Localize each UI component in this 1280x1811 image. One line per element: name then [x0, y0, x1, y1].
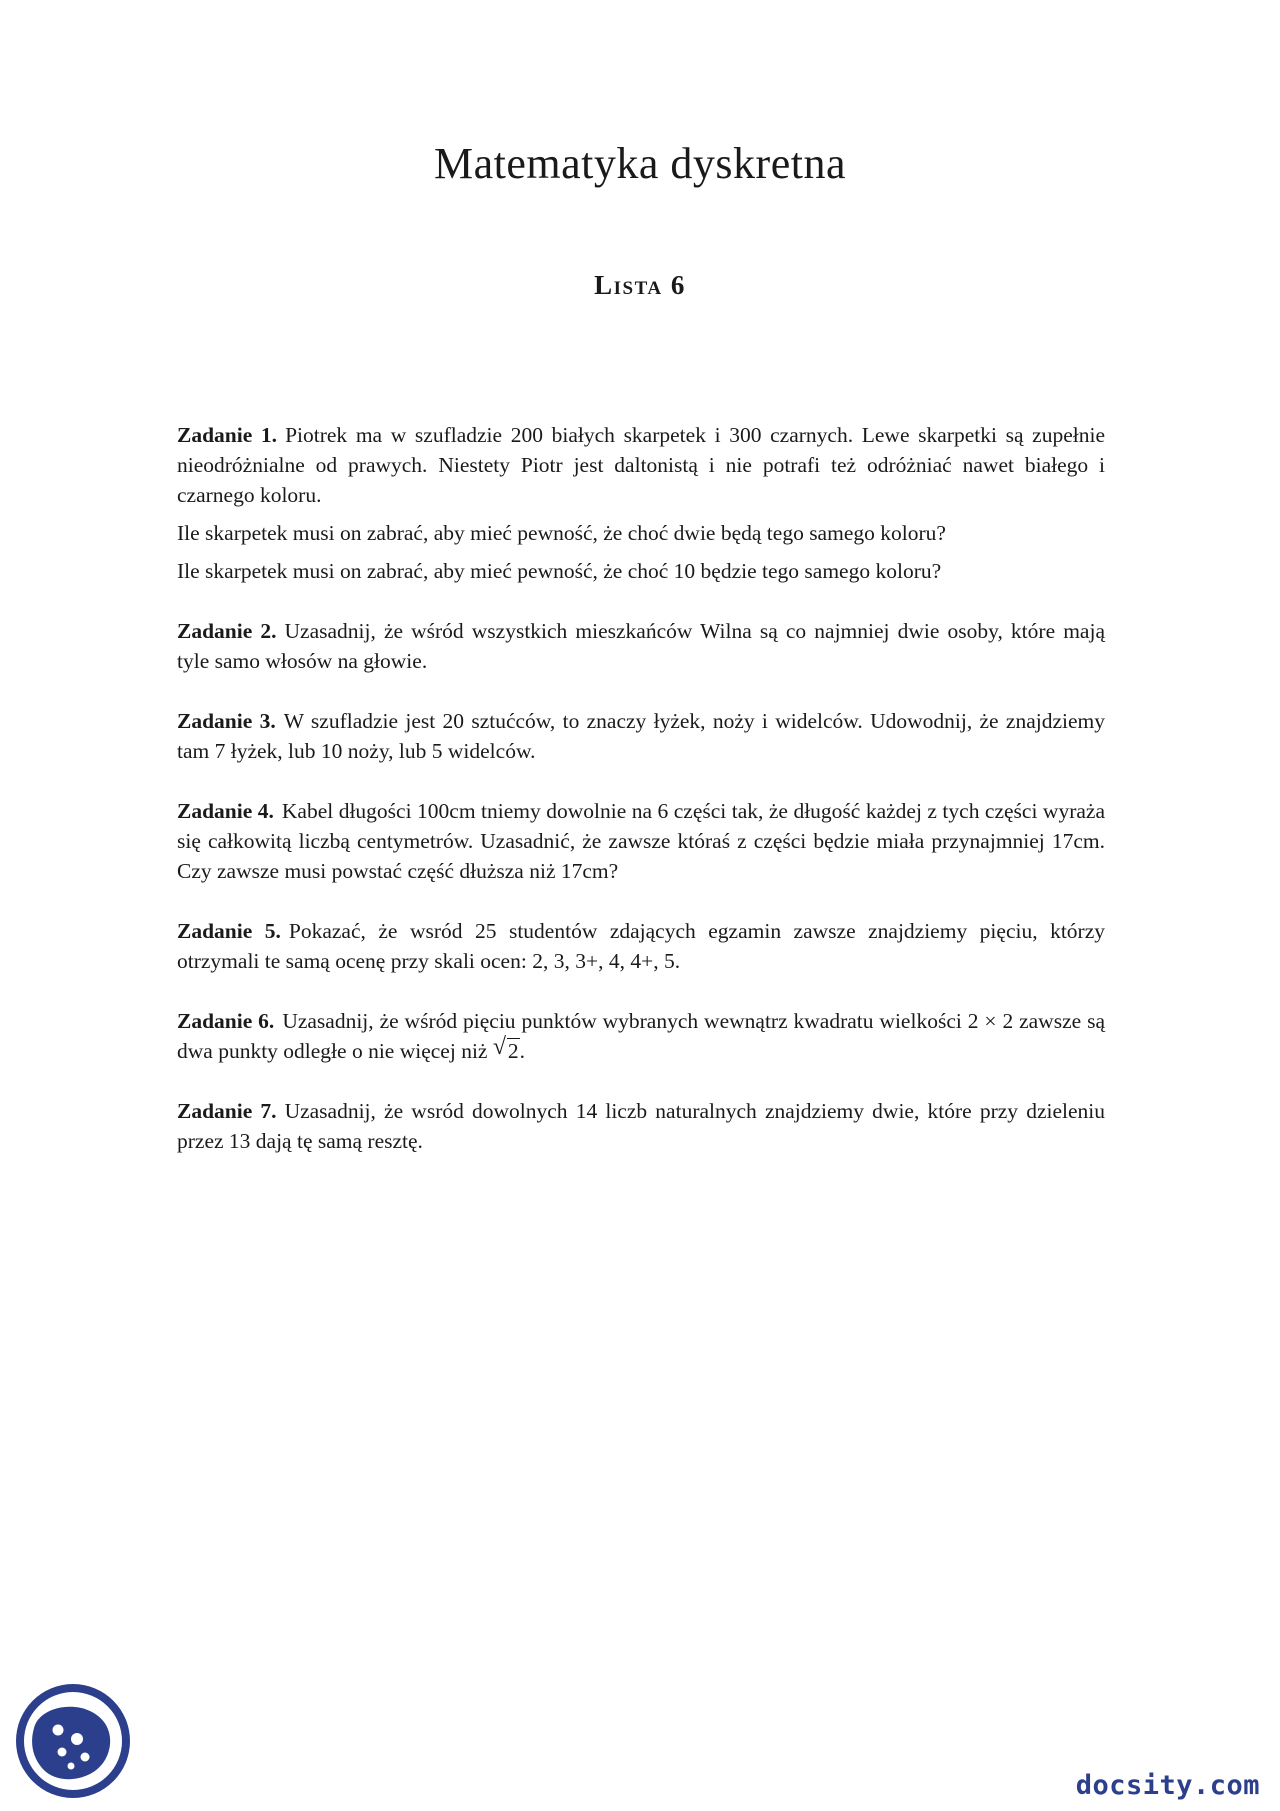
task-label: Zadanie 4. — [177, 799, 274, 823]
docsity-logo-icon — [14, 1682, 132, 1800]
task-text: Pokazać, że wsród 25 studentów zdających egzamin zawsze znajdziemy pięciu, którzy otrzymali te samą ocenę przy skali ocen: 2, 3, 3+, 4, 4+, 5. — [177, 919, 1105, 973]
task-5-paragraph — [177, 916, 1105, 976]
task-text: Piotrek ma w szufladzie 200 białych skarpetek i 300 czarnych. Lewe skarpetki są zupełnie nieodróżnialne od prawych. Niestety Piotr jest daltonistą i nie potrafi też odróżniać nawet białego i czarnego koloru. — [177, 423, 1106, 507]
task-1 — [177, 420, 1105, 586]
task-text: Uzasadnij, że wśród pięciu punktów wybranych wewnątrz kwadratu wielkości 2 × 2 zawsze są dwa punkty odległe o nie więcej niż — [177, 1009, 1105, 1063]
page-title: Matematyka dyskretna — [434, 139, 846, 188]
task-1-paragraph — [177, 420, 1105, 510]
task-label: Zadanie 6. — [177, 1009, 275, 1033]
task-3-paragraph — [177, 706, 1105, 766]
task-1-question-a: Ile skarpetek musi on zabrać, aby mieć pewność, że choć dwie będą tego samego koloru? — [177, 521, 946, 545]
task-text: Kabel długości 100cm tniemy dowolnie na 6 części tak, że długość każdej z tych części wyraża się całkowitą liczbą centymetrów. Uzasadnić, że zawsze któraś z części będzie miała przynajmniej 17cm. Czy zawsze musi powstać część dłuższa niż 17cm? — [177, 799, 1105, 883]
docsity-brand-link[interactable]: docsity.com — [1075, 1770, 1260, 1801]
task-label: Zadanie 1. — [177, 423, 278, 447]
task-label: Zadanie 5. — [177, 919, 281, 943]
task-7-paragraph — [177, 1096, 1105, 1156]
task-4-paragraph — [177, 796, 1105, 886]
page-subtitle: Lista 6 — [594, 270, 686, 300]
task-text: Uzasadnij, że wsród dowolnych 14 liczb naturalnych znajdziemy dwie, które przy dzieleniu przez 13 dają tę samą resztę. — [177, 1099, 1105, 1153]
sqrt-sign: √ — [492, 1034, 507, 1060]
task-text: Uzasadnij, że wśród wszystkich mieszkańców Wilna są co najmniej dwie osoby, które mają tyle samo włosów na głowie. — [177, 619, 1105, 673]
task-7 — [177, 1096, 1105, 1156]
square-root — [493, 1036, 520, 1066]
task-label: Zadanie 2. — [177, 619, 277, 643]
task-list — [177, 420, 1105, 1186]
task-3 — [177, 706, 1105, 766]
task-text: W szufladzie jest 20 sztućców, to znaczy łyżek, noży i widelców. Udowodnij, że znajdziemy tam 7 łyżek, lub 10 noży, lub 5 widelców. — [177, 709, 1105, 763]
task-label: Zadanie 3. — [177, 709, 276, 733]
task-6-paragraph — [177, 1006, 1105, 1066]
task-6 — [177, 1006, 1105, 1066]
task-1-question-b: Ile skarpetek musi on zabrać, aby mieć pewność, że choć 10 będzie tego samego koloru? — [177, 559, 942, 583]
logo-dot — [53, 1725, 64, 1736]
logo-dot — [81, 1753, 90, 1762]
task-text-end: . — [519, 1039, 525, 1063]
logo-dot — [68, 1763, 75, 1770]
logo-dot — [58, 1748, 67, 1757]
task-4 — [177, 796, 1105, 886]
logo-dot — [71, 1733, 83, 1745]
task-5 — [177, 916, 1105, 976]
task-label: Zadanie 7. — [177, 1099, 277, 1123]
sqrt-value: 2 — [507, 1039, 519, 1063]
task-2-paragraph — [177, 616, 1105, 676]
task-2 — [177, 616, 1105, 676]
